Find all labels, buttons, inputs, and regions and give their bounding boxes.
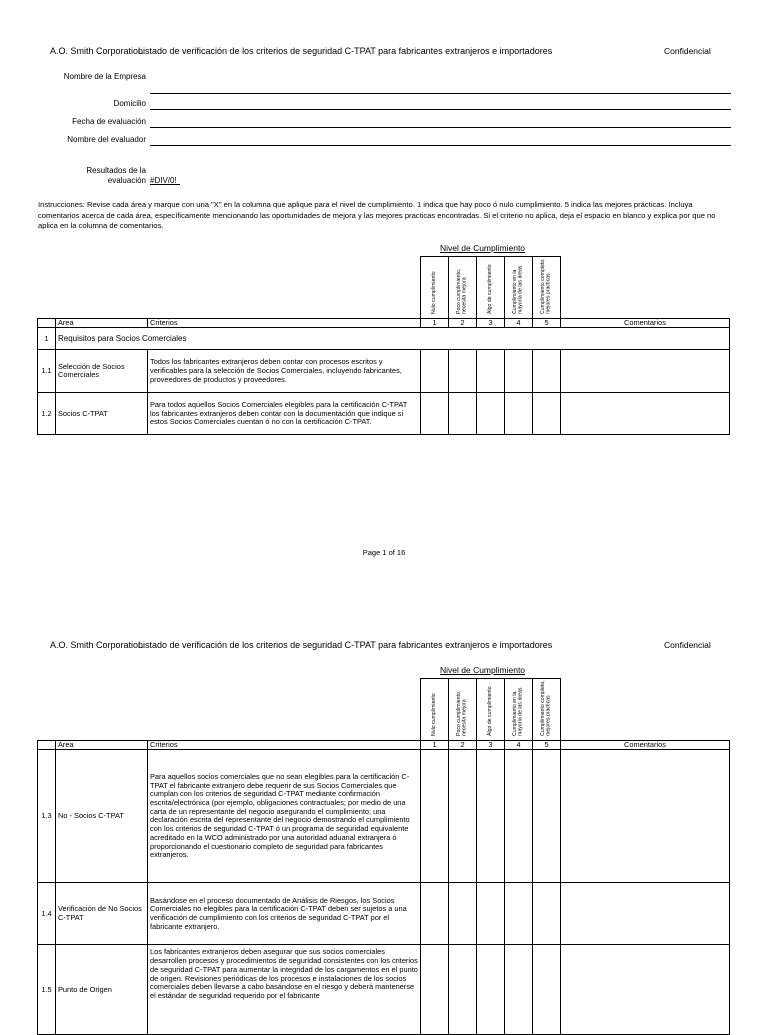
company-name: A.O. Smith Corporation (50, 640, 144, 650)
comments-header: Comentarios (561, 740, 730, 750)
level-1-header: Nulo cumplimiento (421, 679, 449, 741)
nivel-header: Nivel de Cumplimiento (440, 665, 526, 675)
area-header: Area (56, 318, 148, 328)
level-cell[interactable] (533, 883, 561, 945)
company-name-field[interactable] (150, 93, 731, 94)
level-num: 4 (505, 318, 533, 328)
confidential-label: Confidencial (664, 46, 711, 56)
level-cell[interactable] (421, 750, 449, 883)
level-4-header: Cumplimiento en la mayoría de las áreas (505, 257, 533, 319)
comments-header: Comentarios (561, 318, 730, 328)
level-2-header: Poco cumplimiento, necesita mejora (449, 679, 477, 741)
row-num: 1.2 (38, 393, 56, 435)
level-cell[interactable] (449, 350, 477, 393)
row-num: 1.4 (38, 883, 56, 945)
page-footer: Page 1 of 16 (362, 548, 406, 557)
eval-date-label: Fecha de evaluación (72, 117, 146, 126)
results-field[interactable] (150, 184, 180, 185)
level-5-header: Cumplimiento completo, mejores practicas (533, 679, 561, 741)
results-value: #DIV/0! (150, 176, 177, 185)
address-field[interactable] (150, 109, 731, 110)
section-title: Requisitos para Socios Comerciales (56, 328, 730, 350)
table-row (38, 350, 730, 393)
evaluator-label: Nombre del evaluador (67, 135, 146, 144)
checklist-table-p2 (37, 678, 730, 1035)
level-cell[interactable] (421, 883, 449, 945)
row-criteria: Para aquellos socios comerciales que no sean elegibles para la certificación C-TPAT el fabricante extranjero debe requerir de sus Socios Comerciales que cumplan con los criterios de seguridad C-TPAT mediante confirmación escrita/electrónica (por ejemplo, obligaciones contractuales; por medio de una carta de un representante del negocio asegurando el cumplimiento; una declaración escrita del representante del negocio demostrando el cumplimiento con los criterios de seguridad C-TPAT ó un programa de seguridad equivalente acreditado en la WCO administrado por una autoridad aduanal extranjera ó proporcionando el cuestionario completo de seguridad para fabricantes extranjeros. (148, 750, 421, 883)
instructions: Instrucciones: Revise cada área y marque con una "X" en la columna que aplique para el nivel de cumplimiento. 1 indica que hay poco ó nulo cumplimiento. 5 indica las mejores prácticas. Incluya comentarios acerca de cada área, específicamente mencionando las oportunidades de mejora y las mejores practicas encontradas. Si el criterio no aplica, deja el espacio en blanco y explica por que no aplica en la columna de comentarios. (38, 200, 716, 230)
level-cell[interactable] (533, 350, 561, 393)
level-cell[interactable] (477, 750, 505, 883)
level-cell[interactable] (477, 883, 505, 945)
level-cell[interactable] (449, 393, 477, 435)
row-area: Socios C-TPAT (56, 393, 148, 435)
row-num: 1.5 (38, 945, 56, 1035)
nivel-header: Nivel de Cumplimiento (440, 243, 526, 253)
row-criteria: Todos los fabricantes extranjeros deben contar con procesos escritos y verificables para la selección de Socios Comerciales, incluyendo fabricantes, proveedores de productos y proveedores. (148, 350, 421, 393)
section-row (38, 328, 730, 350)
comments-cell[interactable] (561, 750, 730, 883)
level-1-header: Nulo cumplimiento (421, 257, 449, 319)
criteria-header: Criterios (148, 318, 421, 328)
comments-cell[interactable] (561, 945, 730, 1035)
level-num: 2 (449, 318, 477, 328)
row-area: No - Socios C-TPAT (56, 750, 148, 883)
row-num: 1.3 (38, 750, 56, 883)
table-row (38, 883, 730, 945)
level-cell[interactable] (505, 945, 533, 1035)
level-cell[interactable] (421, 945, 449, 1035)
level-cell[interactable] (477, 945, 505, 1035)
row-criteria: Basándose en el proceso documentado de Análisis de Riesgos, los Socios Comerciales no elegibles para la certificación C-TPAT deben ser sujetos a una verificación de cumplimiento con los criterios de seguridad C-TPAT por el fabricante extranjero. (148, 883, 421, 945)
level-num: 1 (421, 740, 449, 750)
level-cell[interactable] (533, 393, 561, 435)
table-row (38, 945, 730, 1035)
row-area: Selección de Socios Comerciales (56, 350, 148, 393)
page-2 (0, 600, 768, 1024)
evaluator-field[interactable] (150, 145, 731, 146)
level-cell[interactable] (449, 750, 477, 883)
comments-cell[interactable] (561, 883, 730, 945)
document-title: Listado de verificación de los criterios de seguridad C-TPAT para fabricantes extranjeros e importadores (138, 640, 553, 650)
level-cell[interactable] (449, 883, 477, 945)
company-name: A.O. Smith Corporation (50, 46, 144, 56)
level-cell[interactable] (505, 393, 533, 435)
section-num: 1 (38, 328, 56, 350)
level-2-header: Poco cumplimiento, necesita mejora (449, 257, 477, 319)
company-name-label: Nombre de la Empresa (63, 72, 146, 81)
level-cell[interactable] (421, 393, 449, 435)
level-num: 4 (505, 740, 533, 750)
level-cell[interactable] (533, 945, 561, 1035)
level-cell[interactable] (477, 350, 505, 393)
row-area: Punto de Origen (56, 945, 148, 1035)
table-row (38, 750, 730, 883)
level-num: 3 (477, 740, 505, 750)
comments-cell[interactable] (561, 350, 730, 393)
level-num: 3 (477, 318, 505, 328)
row-area: Verificación de No Socios C-TPAT (56, 883, 148, 945)
confidential-label: Confidencial (664, 640, 711, 650)
level-5-header: Cumplimiento completo, mejores practicas (533, 257, 561, 319)
row-num: 1.1 (38, 350, 56, 393)
comments-cell[interactable] (561, 393, 730, 435)
results-label: Resultados de la evaluación (86, 166, 146, 185)
level-cell[interactable] (505, 750, 533, 883)
criteria-header: Criterios (148, 740, 421, 750)
level-cell[interactable] (533, 750, 561, 883)
level-num: 1 (421, 318, 449, 328)
document-title: Listado de verificación de los criterios de seguridad C-TPAT para fabricantes extranjeros e importadores (138, 46, 553, 56)
level-cell[interactable] (421, 350, 449, 393)
level-cell[interactable] (505, 883, 533, 945)
checklist-table-p1 (37, 256, 730, 435)
level-num: 5 (533, 740, 561, 750)
level-cell[interactable] (505, 350, 533, 393)
level-3-header: Algo de cumplimiento (477, 257, 505, 319)
eval-date-field[interactable] (150, 127, 731, 128)
level-num: 5 (533, 318, 561, 328)
table-row (38, 393, 730, 435)
row-criteria: Para todos aquellos Socios Comerciales elegibles para la certificación C-TPAT los fabricantes extranjeros deben contar con la documentación que indique si estos Socios Comerciales cuentan ó no con la certificación C-TPAT. (148, 393, 421, 435)
level-num: 2 (449, 740, 477, 750)
area-header: Area (56, 740, 148, 750)
level-4-header: Cumplimiento en la mayoría de las áreas (505, 679, 533, 741)
address-label: Domicilio (113, 99, 146, 108)
level-cell[interactable] (449, 945, 477, 1035)
level-cell[interactable] (477, 393, 505, 435)
level-3-header: Algo de cumplimiento (477, 679, 505, 741)
row-criteria: Los fabricantes extranjeros deben asegurar que sus socios comerciales desarrollen procesos y procedimientos de seguridad consistentes con los criterios de seguridad C-TPAT para aumentar la integridad de los cargamentos en el punto de origen. Revisiones periódicas de los procesos e instalaciones de los socios comerciales deben llevarse a cabo basándose en el riesgo y deberá mantenerse el estándar de seguridad requerido por el fabricante (148, 945, 421, 1035)
